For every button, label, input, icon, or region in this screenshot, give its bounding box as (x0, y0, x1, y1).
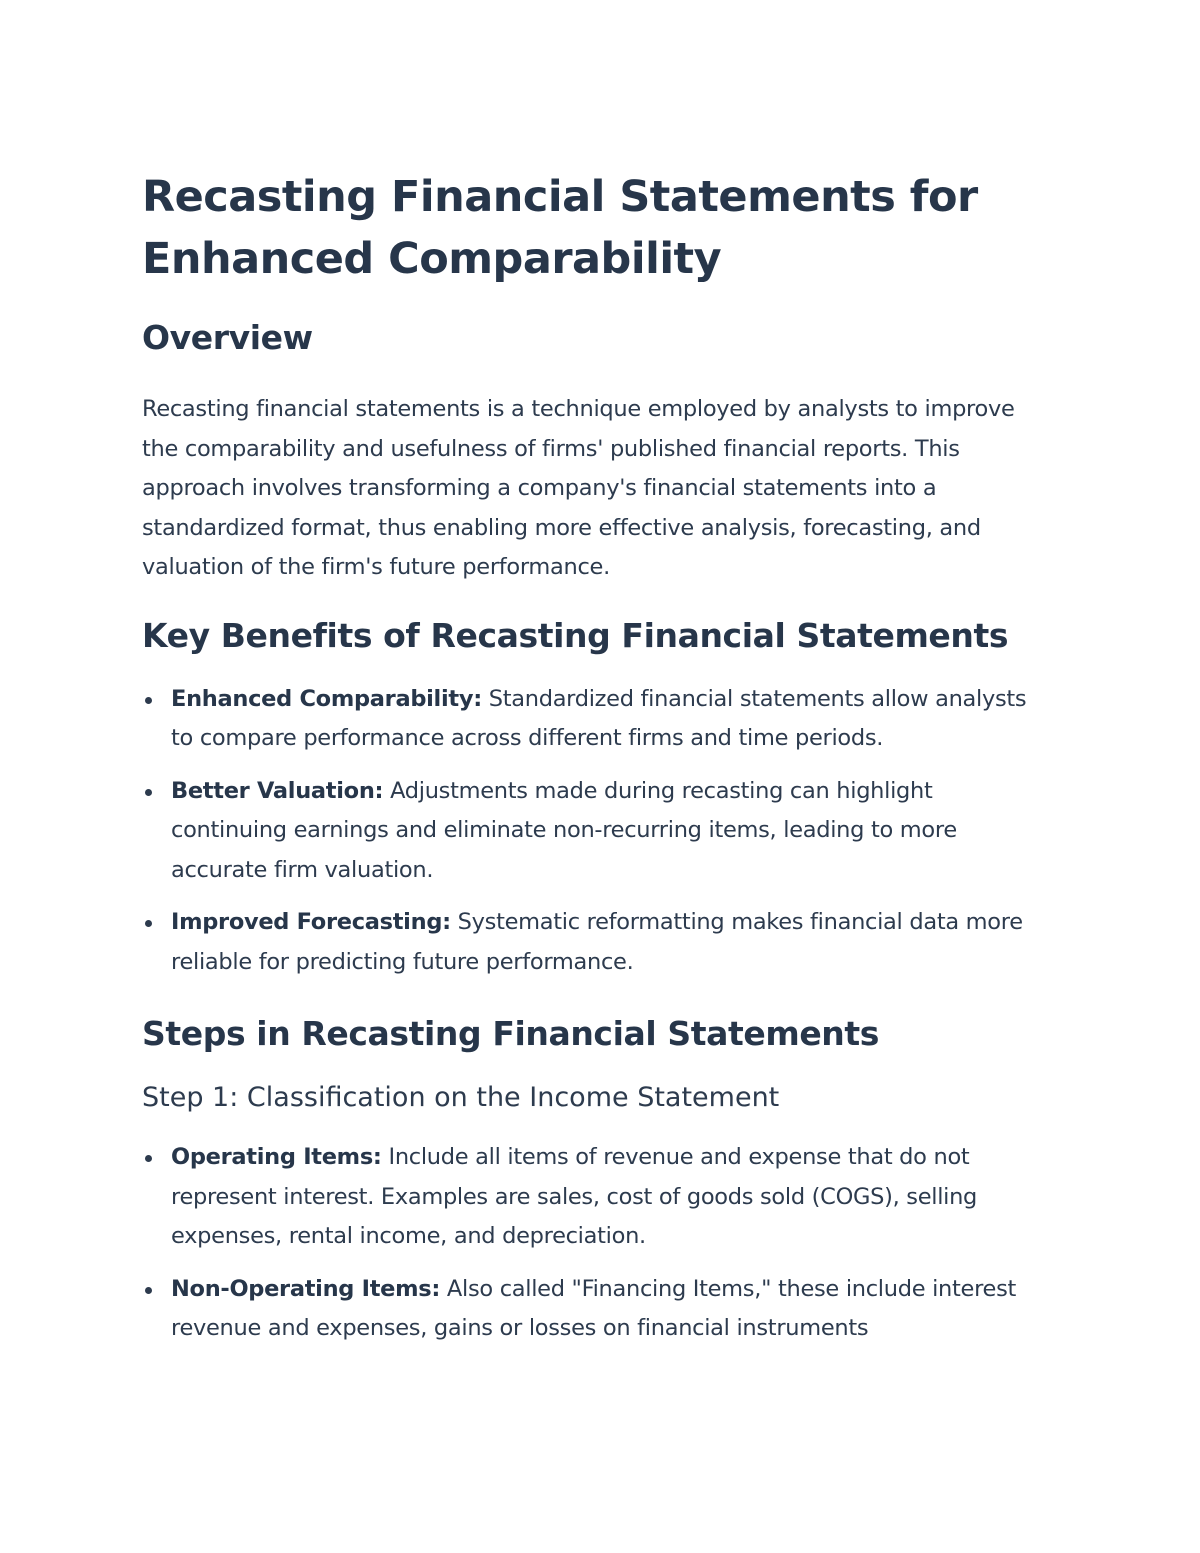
overview-heading: Overview (142, 318, 313, 357)
benefit-term: Enhanced Comparability: (171, 685, 482, 712)
document-title: Recasting Financial Statements for Enhanced Comparability (142, 172, 978, 284)
step1-list (142, 1138, 1050, 1349)
benefits-heading: Key Benefits of Recasting Financial Statements (142, 615, 1009, 655)
step1-text: Include all items of revenue and expense that do not represent interest. Examples are sales, cost of goods sold (COGS), selling expenses, rental income, and depreciation. (171, 1144, 978, 1249)
benefit-item (142, 680, 1050, 759)
steps-heading: Steps in Recasting Financial Statements (142, 1014, 880, 1053)
benefit-text: Adjustments made during recasting can highlight continuing earnings and eliminate non-recurring items, leading to more accurate firm valuation. (171, 777, 957, 883)
step1-item (142, 1138, 1050, 1257)
bullet-icon (145, 1155, 152, 1162)
benefit-item (142, 903, 1050, 982)
bullet-icon (145, 1287, 152, 1294)
bullet-icon (145, 920, 152, 927)
step1-heading: Step 1: Classification on the Income Statement (142, 1082, 780, 1113)
overview-paragraph: Recasting financial statements is a technique employed by analysts to improve the comparability and usefulness of firms' published financial reports. This approach involves transforming a company's financial statements into a standardized format, thus enabling more effective analysis, forecasting, and valuation of the firm's future performance. (142, 396, 1015, 580)
benefits-list (142, 680, 1050, 983)
benefit-item (142, 772, 1050, 891)
step1-text: Also called "Financing Items," these include interest revenue and expenses, gains or losses on financial instruments (171, 1275, 1017, 1341)
step1-term: Operating Items: (171, 1144, 382, 1170)
benefit-term: Better Valuation: (171, 777, 384, 804)
bullet-icon (145, 789, 152, 796)
step1-term: Non-Operating Items: (171, 1275, 441, 1302)
bullet-icon (145, 697, 152, 704)
benefit-term: Improved Forecasting: (171, 909, 451, 935)
benefit-text: Standardized financial statements allow analysts to compare performance across different firms and time periods. (171, 685, 1027, 751)
benefit-text: Systematic reformatting makes financial data more reliable for predicting future performance. (171, 909, 1023, 975)
step1-item (142, 1270, 1050, 1349)
